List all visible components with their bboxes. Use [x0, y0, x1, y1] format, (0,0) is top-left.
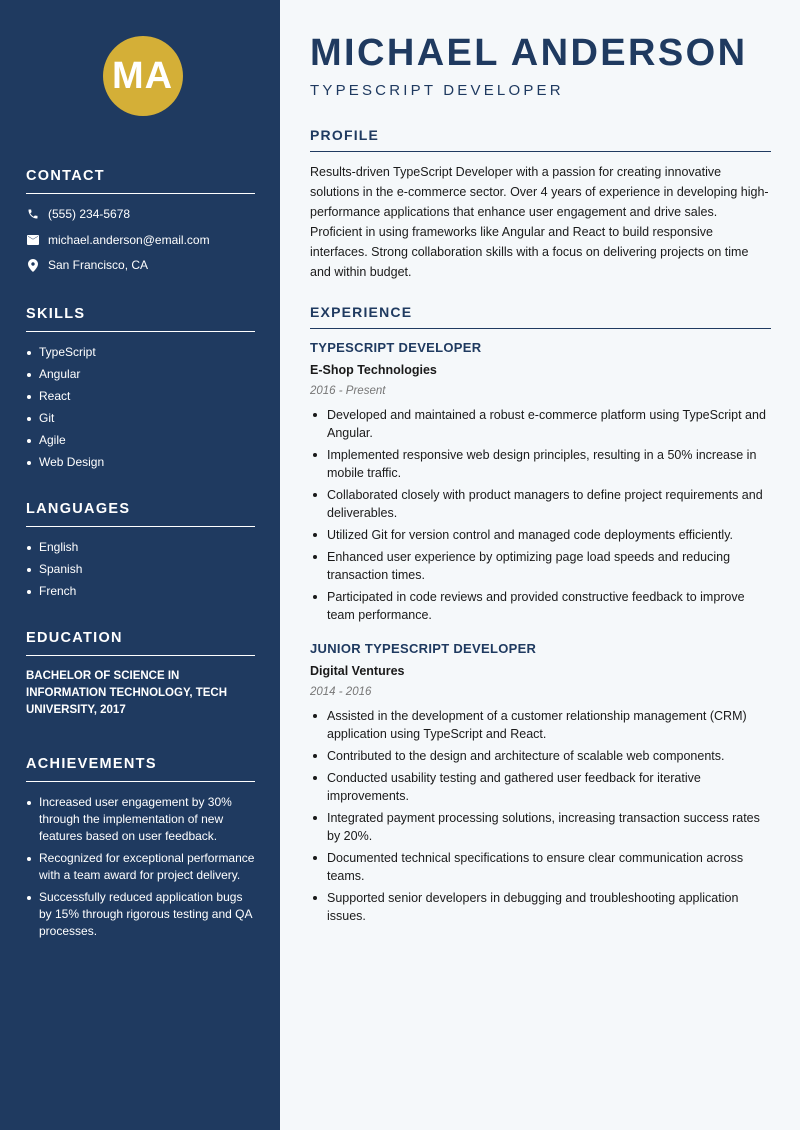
location-text: San Francisco, CA — [48, 258, 149, 272]
job-bullets — [310, 406, 771, 624]
avatar: MA — [103, 36, 183, 116]
job-entry — [310, 339, 771, 624]
list-item: Git — [26, 410, 255, 427]
list-item: Collaborated closely with product managers to define project requirements and deliverables. — [310, 486, 771, 522]
contact-phone — [26, 206, 255, 222]
list-item: Documented technical specifications to ensure clear communication across teams. — [310, 849, 771, 885]
list-item: Angular — [26, 366, 255, 383]
list-item: Developed and maintained a robust e-commerce platform using TypeScript and Angular. — [310, 406, 771, 442]
job-company: Digital Ventures — [310, 664, 405, 678]
achievements-list — [26, 794, 255, 940]
phone-text[interactable]: (555) 234-5678 — [48, 207, 131, 221]
profile-heading: PROFILE — [310, 127, 771, 152]
job-company: E-Shop Technologies — [310, 363, 437, 377]
achievements-section — [26, 756, 255, 940]
education-heading: EDUCATION — [26, 630, 255, 656]
email-text[interactable]: michael.anderson@email.com — [48, 232, 210, 247]
list-item: TypeScript — [26, 344, 255, 361]
achievements-heading: ACHIEVEMENTS — [26, 756, 255, 782]
experience-heading: EXPERIENCE — [310, 304, 771, 329]
list-item: Contributed to the design and architecture of scalable web components. — [310, 747, 771, 765]
languages-heading: LANGUAGES — [26, 501, 255, 527]
phone-icon — [26, 208, 39, 221]
main-content — [280, 0, 800, 1130]
location-icon — [26, 259, 39, 272]
list-item: Enhanced user experience by optimizing page load speeds and reducing transaction times. — [310, 548, 771, 584]
education-section — [26, 630, 255, 719]
list-item: Recognized for exceptional performance with a team award for project delivery. — [26, 850, 255, 884]
list-item: Web Design — [26, 454, 255, 471]
skills-list — [26, 344, 255, 471]
job-dates: 2014 - 2016 — [310, 686, 372, 698]
contact-heading: CONTACT — [26, 168, 255, 194]
skills-heading: SKILLS — [26, 306, 255, 332]
education-degree: BACHELOR OF SCIENCE IN INFORMATION TECHNOLOGY, TECH UNIVERSITY, 2017 — [26, 670, 228, 716]
job-dates: 2016 - Present — [310, 385, 386, 397]
job-entry — [310, 640, 771, 925]
list-item: Integrated payment processing solutions, increasing transaction success rates by 20%. — [310, 809, 771, 845]
list-item: Spanish — [26, 561, 255, 578]
candidate-title: TYPESCRIPT DEVELOPER — [310, 82, 564, 99]
list-item: Increased user engagement by 30% through the implementation of new features based on user feedback. — [26, 794, 255, 845]
job-title: JUNIOR TYPESCRIPT DEVELOPER — [310, 641, 537, 656]
list-item: Successfully reduced application bugs by 15% through rigorous testing and QA processes. — [26, 889, 255, 940]
list-item: English — [26, 539, 255, 556]
list-item: Implemented responsive web design principles, resulting in a 50% increase in mobile traffic. — [310, 446, 771, 482]
list-item: Agile — [26, 432, 255, 449]
contact-location — [26, 257, 255, 273]
list-item: Participated in code reviews and provided constructive feedback to improve team performance. — [310, 588, 771, 624]
languages-section — [26, 501, 255, 600]
profile-section — [310, 127, 771, 282]
contact-section — [26, 168, 255, 273]
list-item: React — [26, 388, 255, 405]
list-item: Conducted usability testing and gathered user feedback for iterative improvements. — [310, 769, 771, 805]
candidate-name: MICHAEL ANDERSON — [310, 32, 748, 74]
sidebar — [0, 0, 280, 1130]
job-title: TYPESCRIPT DEVELOPER — [310, 340, 482, 355]
contact-email — [26, 232, 255, 248]
list-item: Assisted in the development of a customer relationship management (CRM) application using TypeScript and React. — [310, 707, 771, 743]
list-item: Supported senior developers in debugging and troubleshooting application issues. — [310, 889, 771, 925]
languages-list — [26, 539, 255, 600]
job-bullets — [310, 707, 771, 925]
list-item: French — [26, 583, 255, 600]
experience-section — [310, 304, 771, 925]
email-icon — [26, 233, 39, 246]
profile-text: Results-driven TypeScript Developer with a passion for creating innovative solutions in the e-commerce sector. Over 4 years of experience in developing high-performance applications that enhance user engagement and drive sales. Proficient in using frameworks like Angular and React to build responsive interfaces. Strong collaboration skills with a focus on delivering projects on time and within budget. — [310, 165, 769, 279]
skills-section — [26, 306, 255, 471]
list-item: Utilized Git for version control and managed code deployments efficiently. — [310, 526, 771, 544]
